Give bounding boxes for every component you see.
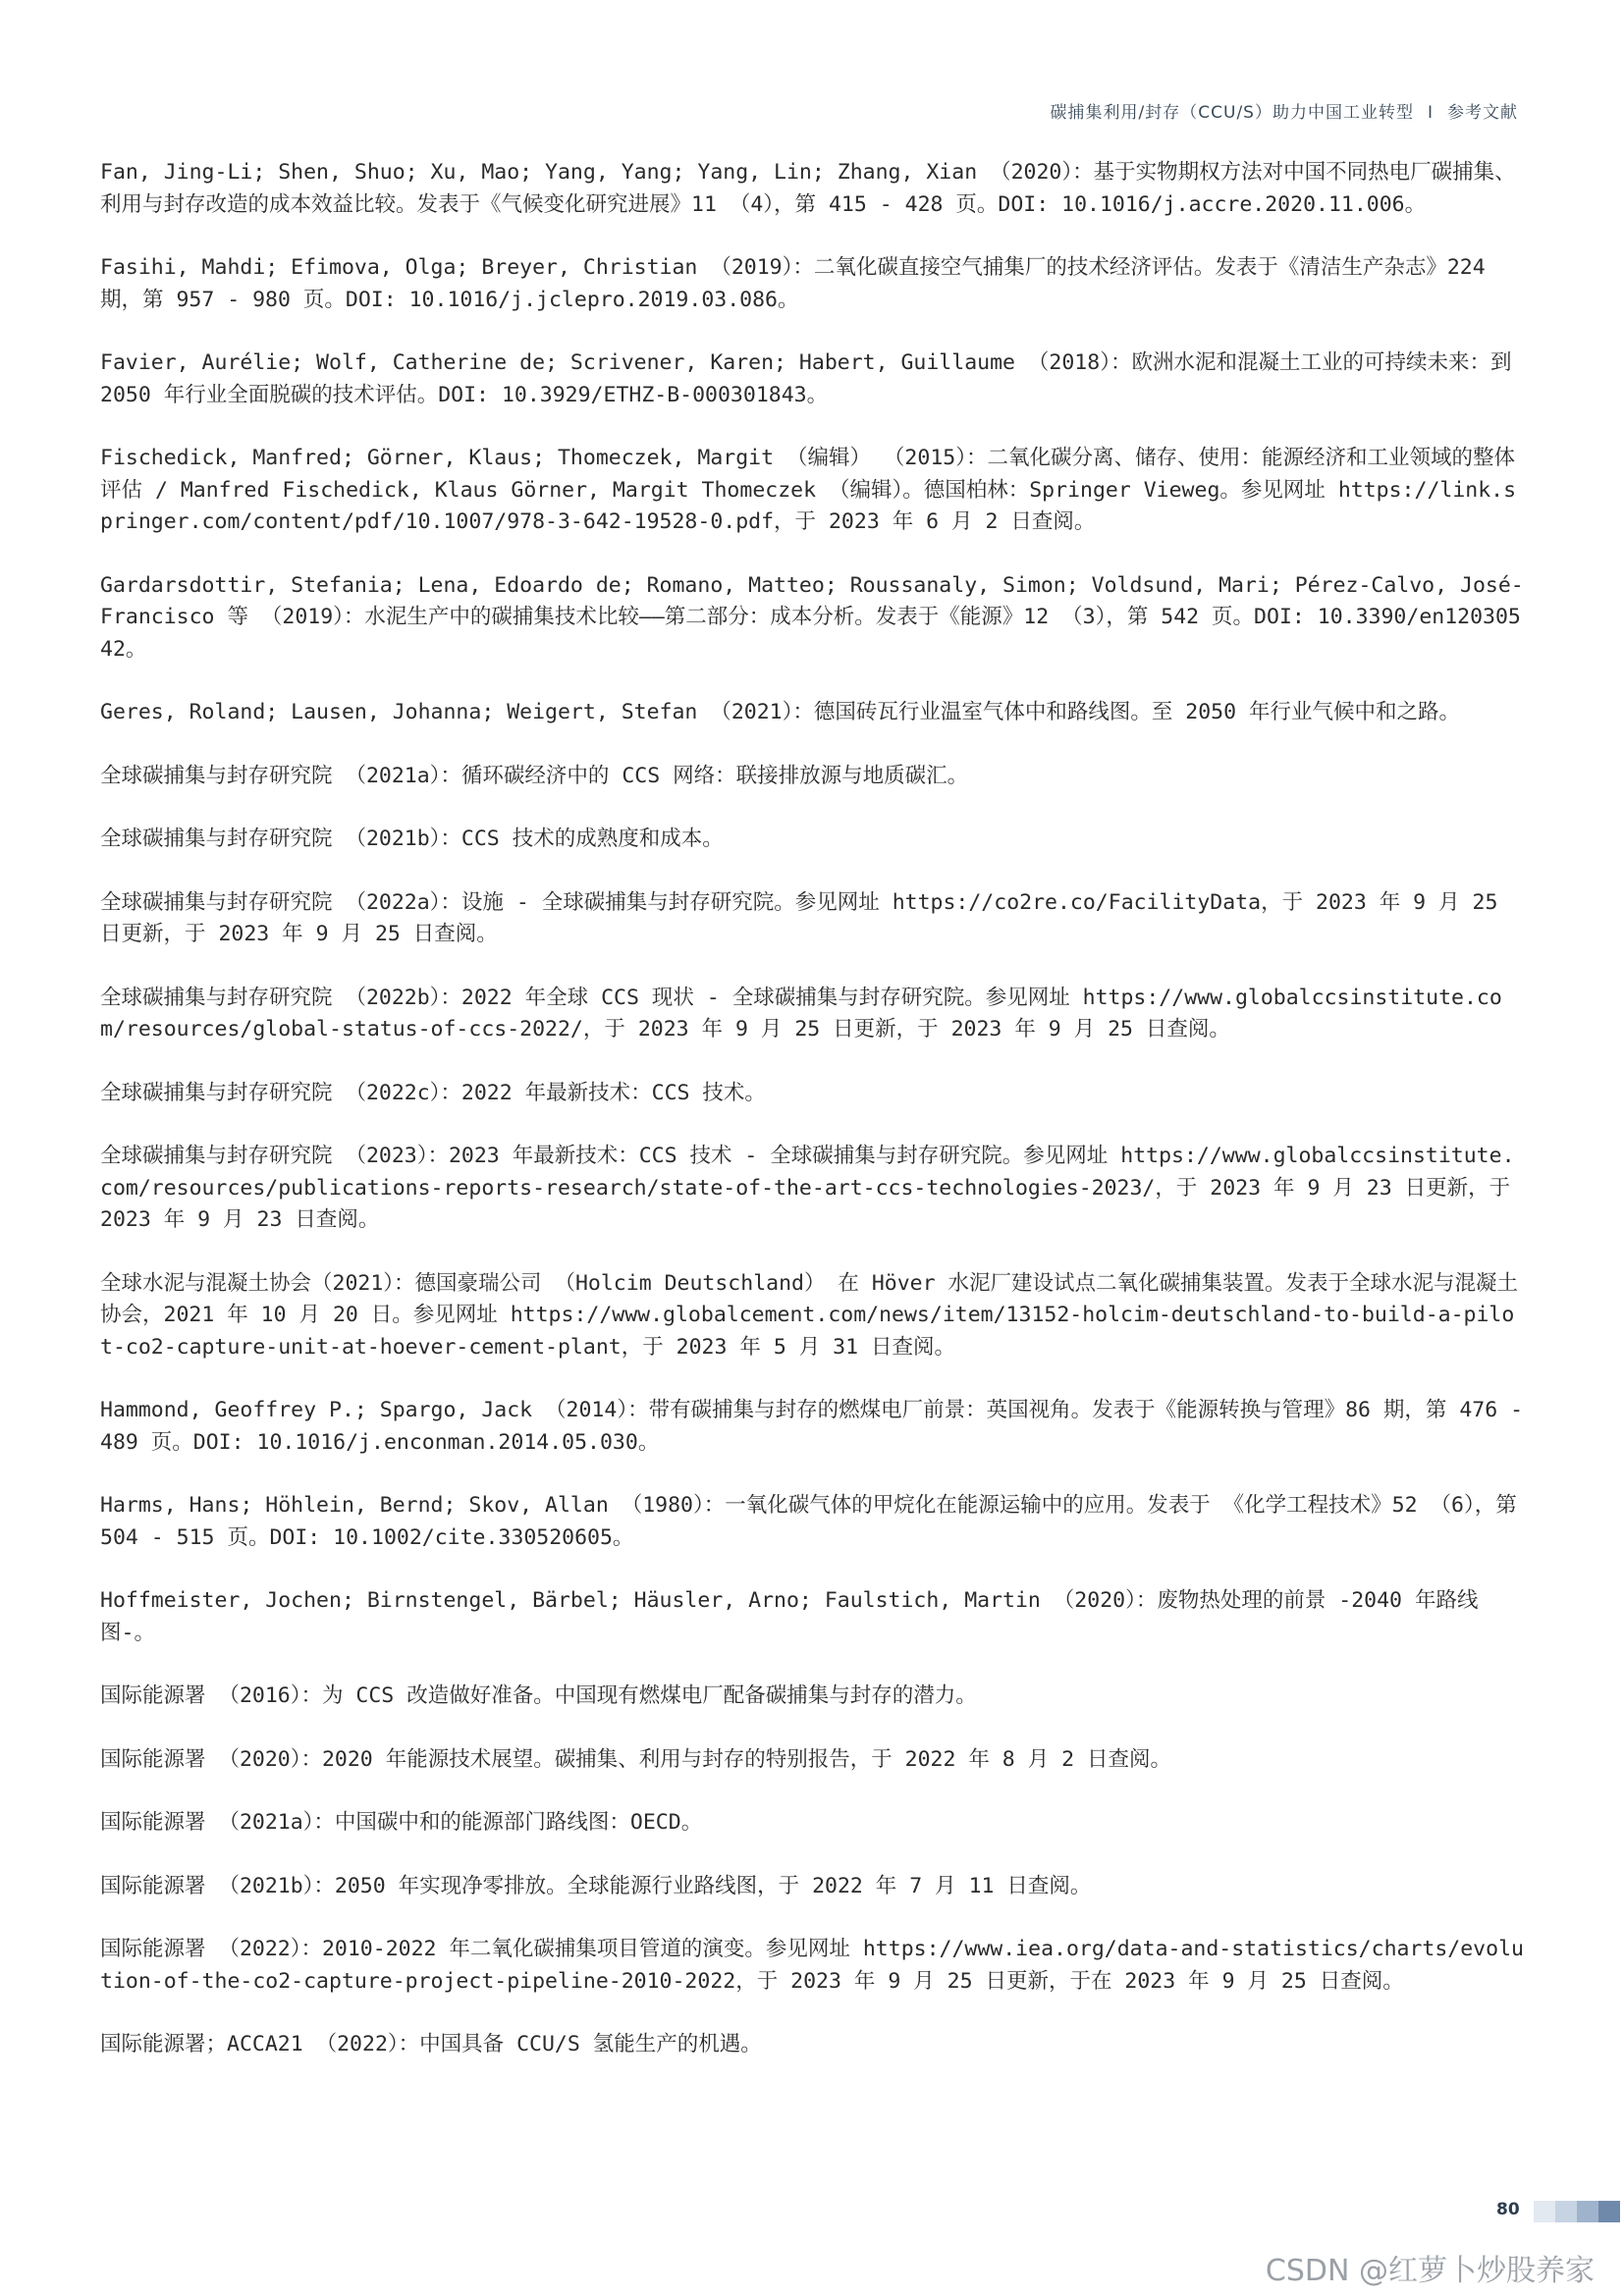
header-title: 碳捕集利用/封存（CCU/S）助力中国工业转型 xyxy=(1050,103,1414,123)
reference-entry: 全球碳捕集与封存研究院 （2022a）：设施 - 全球碳捕集与封存研究院。参见网址 https://co2re.co/FacilityData，于 2023 年 9 月 25 日更新，于 2023 年 9 月 25 日查阅。 xyxy=(100,889,1511,946)
reference-entry: 全球水泥与混凝土协会（2021）：德国豪瑞公司 （Holcim Deutschland） 在 Höver 水泥厂建设试点二氧化碳捕集装置。发表于全球水泥与混凝土协会，2021 年 10 月 20 日。参见网址 https://www.globalcement.com/news/item/13152-holcim-deutschland-to-build-a-pilot-co2-capture-unit-at-hoever-cement-plant，于 2023 年 5 月 31 日查阅。 xyxy=(100,1270,1519,1360)
reference-entry: 全球碳捕集与封存研究院 （2023）：2023 年最新技术：CCS 技术 - 全球碳捕集与封存研究院。参见网址 https://www.globalccsinstitute.com/resources/publications-reports-research/state-of-the-art-ccs-technologies-2023/，于 2023 年 9 月 23 日更新，于 2023 年 9 月 23 日查阅。 xyxy=(100,1144,1524,1232)
reference-entry: 全球碳捕集与封存研究院 （2021b）：CCS 技术的成熟度和成本。 xyxy=(100,827,724,851)
reference-entry: 国际能源署 （2021b）：2050 年实现净零排放。全球能源行业路线图，于 2022 年 7 月 11 日查阅。 xyxy=(100,1873,1092,1898)
reference-entry: Harms, Hans; Höhlein, Bernd; Skov, Allan （1980）：一氧化碳气体的甲烷化在能源运输中的应用。发表于 《化学工程技术》52 （6），第 504 - 515 页。DOI: 10.1002/cite.330520605。 xyxy=(100,1493,1530,1550)
reference-entry: Geres, Roland; Lausen, Johanna; Weigert, Stefan （2021）：德国砖瓦行业温室气体中和路线图。至 2050 年行业气候中和之路。 xyxy=(100,700,1461,724)
header-separator: I xyxy=(1427,103,1434,123)
reference-list xyxy=(100,157,1537,2093)
footer-color-bar xyxy=(1534,2201,1620,2222)
running-header xyxy=(1051,98,1518,123)
reference-entry: 国际能源署；ACCA21 （2022）：中国具备 CCU/S 氢能生产的机遇。 xyxy=(100,2032,762,2056)
reference-entry: 国际能源署 （2022）：2010-2022 年二氧化碳捕集项目管道的演变。参见网址 https://www.iea.org/data-and-statistics/charts/evolution-of-the-co2-capture-project-pipeline-2010-2022，于 2023 年 9 月 25 日更新，于在 2023 年 9 月 25 日查阅。 xyxy=(100,1937,1524,1994)
reference-entry: Favier, Aurélie; Wolf, Catherine de; Scrivener, Karen; Habert, Guillaume （2018）：欧洲水泥和混凝土工业的可持续未来：到 2050 年行业全面脱碳的技术评估。DOI: 10.3929/ETHZ-B-000301843。 xyxy=(100,350,1525,407)
reference-entry: 国际能源署 （2016）：为 CCS 改造做好准备。中国现有燃煤电厂配备碳捕集与封存的潜力。 xyxy=(100,1683,977,1708)
reference-entry: 全球碳捕集与封存研究院 （2021a）：循环碳经济中的 CCS 网络：联接排放源与地质碳汇。 xyxy=(100,763,969,788)
header-section: 参考文献 xyxy=(1447,103,1518,123)
reference-entry: 全球碳捕集与封存研究院 （2022b）：2022 年全球 CCS 现状 - 全球碳捕集与封存研究院。参见网址 https://www.globalccsinstitute.com/resources/global-status-of-ccs-2022/，于 2023 年 9 月 25 日更新，于 2023 年 9 月 25 日查阅。 xyxy=(100,985,1502,1041)
reference-entry: Fan, Jing-Li; Shen, Shuo; Xu, Mao; Yang, Yang; Yang, Lin; Zhang, Xian （2020）：基于实物期权方法对中国不同热电厂碳捕集、利用与封存改造的成本效益比较。发表于《气候变化研究进展》11 （4），第 415 - 428 页。DOI: 10.1016/j.accre.2020.11.006。 xyxy=(100,160,1516,217)
footer-bar-segment xyxy=(1577,2201,1598,2222)
watermark: CSDN @红萝卜炒股养家 xyxy=(1265,2254,1595,2288)
reference-entry: Gardarsdottir, Stefania; Lena, Edoardo de; Romano, Matteo; Roussanaly, Simon; Voldsund, Mari; Pérez-Calvo, José-Francisco 等 （2019）：水泥生产中的碳捕集技术比较——第二部分：成本分析。发表于《能源》12 （3），第 542 页。DOI: 10.3390/en12030542。 xyxy=(100,572,1524,662)
reference-entry: 国际能源署 （2020）：2020 年能源技术展望。碳捕集、利用与封存的特别报告，于 2022 年 8 月 2 日查阅。 xyxy=(100,1746,1172,1772)
reference-entry: 全球碳捕集与封存研究院 （2022c）：2022 年最新技术：CCS 技术。 xyxy=(100,1080,766,1105)
reference-entry: Fischedick, Manfred; Görner, Klaus; Thomeczek, Margit （编辑） （2015）：二氧化碳分离、储存、使用：能源经济和工业领域的整体评估 / Manfred Fischedick, Klaus Görner, Margit Thomeczek （编辑）。德国柏林：Springer Vieweg。参见网址 https://link.springer.com/content/pdf/10.1007/978-3-642-19528-0.pdf，于 2023 年 6 月 2 日查阅。 xyxy=(100,446,1517,534)
reference-entry: Hoffmeister, Jochen; Birnstengel, Bärbel; Häusler, Arno; Faulstich, Martin （2020）：废物热处理的前景 -2040 年路线图-。 xyxy=(100,1588,1479,1645)
page-number: 80 xyxy=(1496,2200,1520,2219)
footer-bar-segment xyxy=(1555,2201,1577,2222)
footer-bar-segment xyxy=(1534,2201,1555,2222)
reference-entry: 国际能源署 （2021a）：中国碳中和的能源部门路线图：OECD。 xyxy=(100,1810,703,1835)
footer-bar-segment xyxy=(1598,2201,1620,2222)
reference-entry: Hammond, Geoffrey P.; Spargo, Jack （2014）：带有碳捕集与封存的燃煤电厂前景：英国视角。发表于《能源转换与管理》86 期，第 476 - 489 页。DOI: 10.1016/j.enconman.2014.05.030。 xyxy=(100,1398,1537,1455)
reference-entry: Fasihi, Mahdi; Efimova, Olga; Breyer, Christian （2019）：二氧化碳直接空气捕集厂的技术经济评估。发表于《清洁生产杂志》224 期，第 957 - 980 页。DOI: 10.1016/j.jclepro.2019.03.086。 xyxy=(100,255,1498,312)
